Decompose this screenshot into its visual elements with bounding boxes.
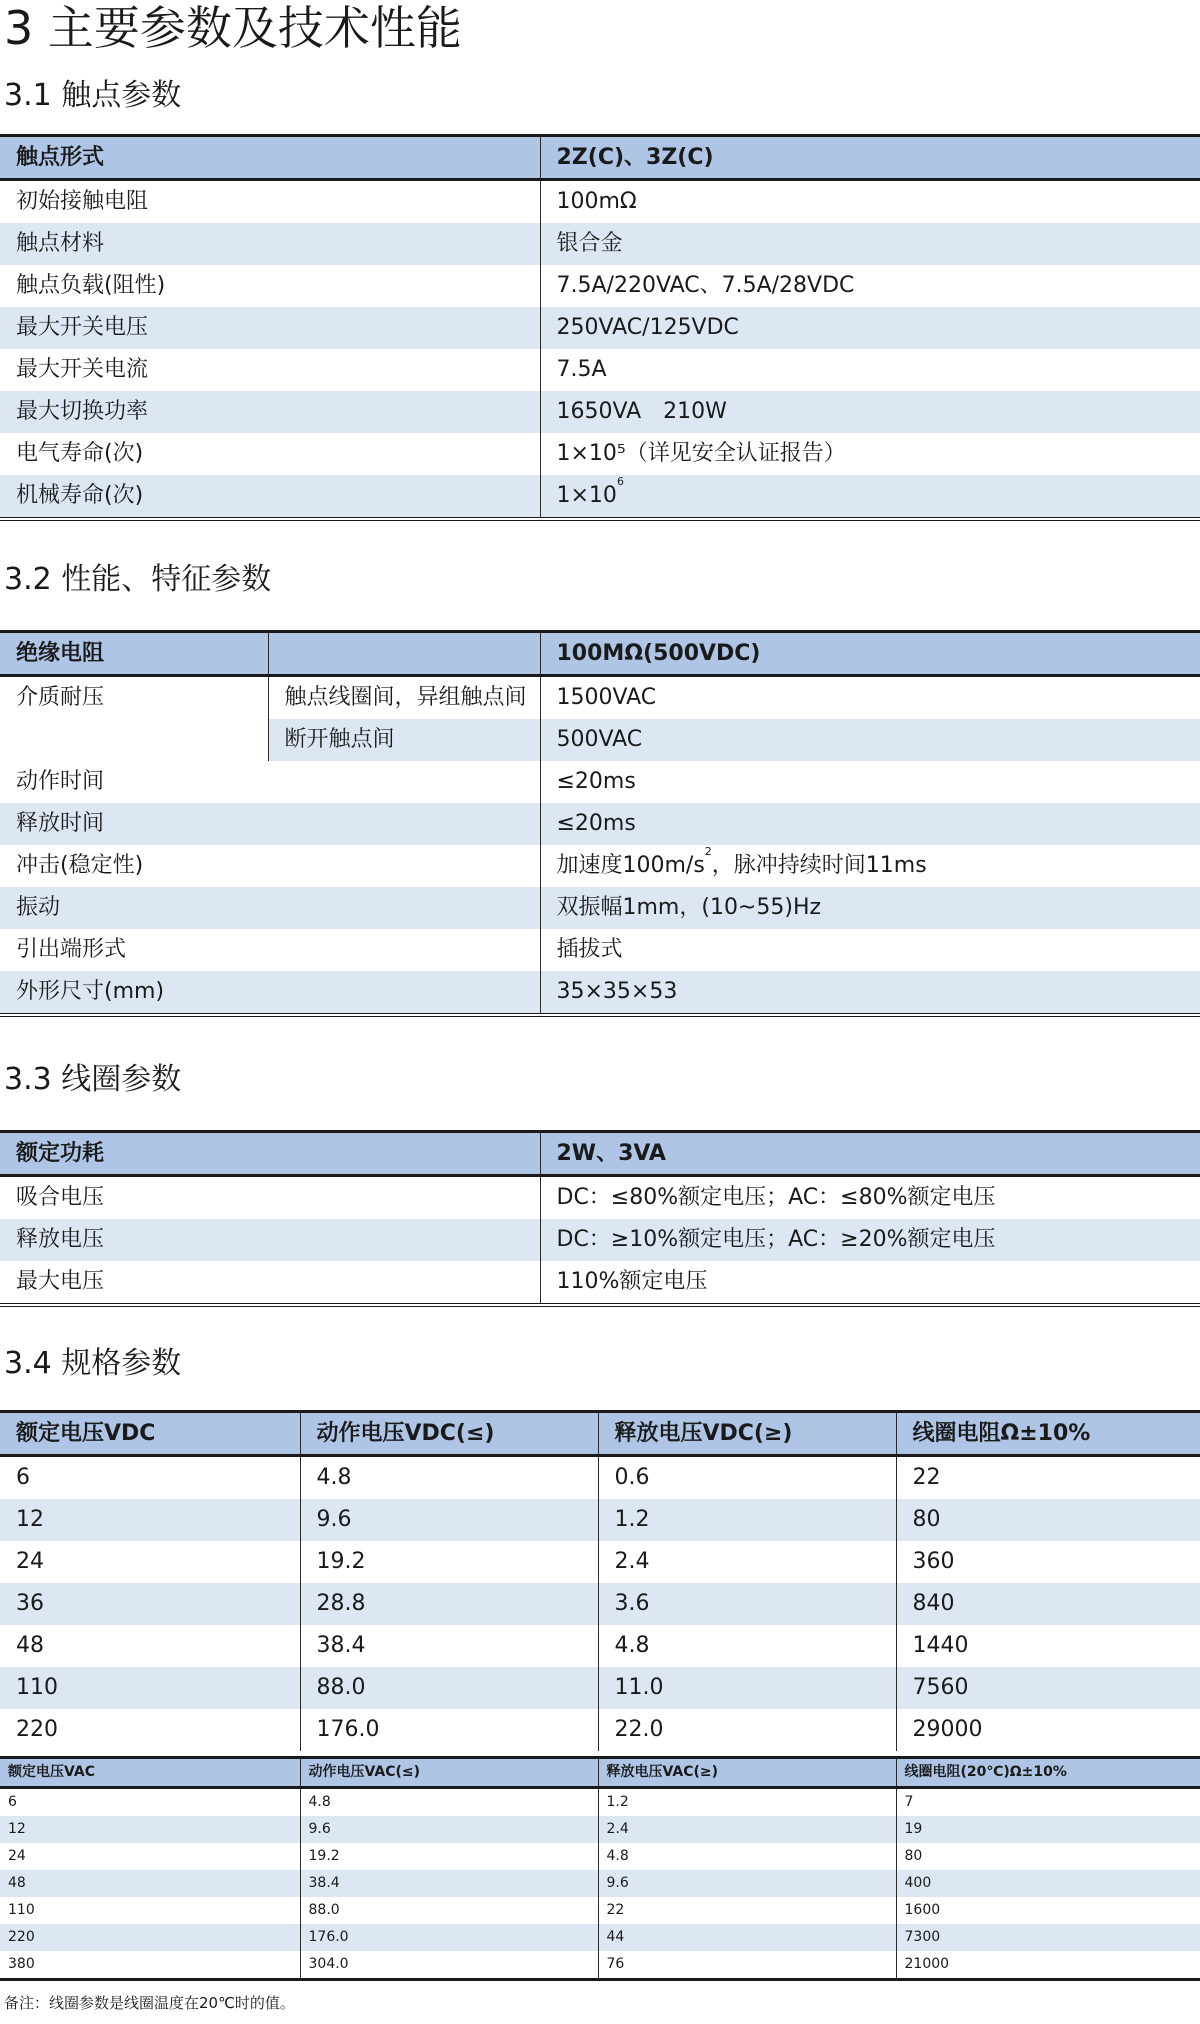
table-cell: 36 xyxy=(0,1583,300,1625)
row-value: 1650VA 210W xyxy=(540,391,1200,433)
table-row xyxy=(0,1176,1200,1220)
table-row xyxy=(0,475,1200,519)
header-cell xyxy=(268,632,540,676)
ac-specs-table xyxy=(0,1756,1200,1981)
header-cell: 额定电压VAC xyxy=(0,1758,300,1788)
table-cell: 176.0 xyxy=(300,1924,598,1951)
section-heading-performance: 3.2 性能、特征参数 xyxy=(4,562,272,597)
row-label: 介质耐压 xyxy=(16,685,105,710)
table-cell: 220 xyxy=(0,1924,300,1951)
table-cell: 1.2 xyxy=(598,1499,896,1541)
table-cell: 22.0 xyxy=(598,1709,896,1751)
table-cell: 29000 xyxy=(896,1709,1200,1751)
table-cell: 19.2 xyxy=(300,1843,598,1870)
table-cell: 80 xyxy=(896,1843,1200,1870)
table-cell: 110 xyxy=(0,1667,300,1709)
table-cell: 19.2 xyxy=(300,1541,598,1583)
table-row xyxy=(0,223,1200,265)
table-row xyxy=(0,761,1200,803)
row-sublabel: 断开触点间 xyxy=(268,719,540,761)
table-row xyxy=(0,1625,1200,1667)
row-label: 机械寿命(次) xyxy=(0,475,540,519)
table-row xyxy=(0,391,1200,433)
row-label: 最大开关电流 xyxy=(16,357,149,382)
table-cell: 4.8 xyxy=(300,1788,598,1817)
table-row xyxy=(0,307,1200,349)
header-cell: 线圈电阻(20℃)Ω±10% xyxy=(896,1758,1200,1788)
table-cell: 44 xyxy=(598,1924,896,1951)
page-title: 3 主要参数及技术性能 xyxy=(4,1,462,55)
table-cell: 1.2 xyxy=(598,1788,896,1817)
row-value: 110%额定电压 xyxy=(540,1261,1200,1305)
row-value: 银合金 xyxy=(540,223,1200,265)
coil-params-table xyxy=(0,1130,1200,1307)
table-cell: 3.6 xyxy=(598,1583,896,1625)
table-row xyxy=(0,887,1200,929)
footnote: 备注：线圈参数是线圈温度在20℃时的值。 xyxy=(4,1994,295,2012)
header-cell: 额定电压VDC xyxy=(0,1412,300,1456)
row-value xyxy=(540,845,1200,887)
header-cell: 绝缘电阻 xyxy=(0,632,268,676)
table-cell: 2.4 xyxy=(598,1816,896,1843)
table-cell: 9.6 xyxy=(300,1499,598,1541)
table-row xyxy=(0,1456,1200,1500)
table-row xyxy=(0,1219,1200,1261)
table-header-row xyxy=(0,632,1200,676)
row-label: 触点材料 xyxy=(0,223,540,265)
value-text: 1×10 xyxy=(556,483,617,508)
contact-params-table xyxy=(0,134,1200,521)
table-row xyxy=(0,1667,1200,1709)
section-heading-coil: 3.3 线圈参数 xyxy=(4,1062,182,1097)
table-row xyxy=(0,349,1200,391)
row-label: 振动 xyxy=(0,887,540,929)
row-value: 7.5A xyxy=(540,349,1200,391)
table-row xyxy=(0,971,1200,1015)
row-value: 500VAC xyxy=(540,719,1200,761)
table-row xyxy=(0,803,1200,845)
row-label: 最大电压 xyxy=(0,1261,540,1305)
table-cell: 48 xyxy=(16,1633,44,1658)
table-row xyxy=(0,719,1200,761)
table-cell: 22 xyxy=(896,1456,1200,1500)
row-label: 电气寿命(次) xyxy=(16,441,144,466)
header-cell: 100MΩ(500VDC) xyxy=(540,632,1200,676)
table-cell: 88.0 xyxy=(300,1897,598,1924)
header-cell: 释放电压VDC(≥) xyxy=(598,1412,896,1456)
table-cell: 4.8 xyxy=(598,1625,896,1667)
row-label: 触点负载(阻性) xyxy=(16,273,166,298)
row-label xyxy=(0,719,268,761)
row-label: 吸合电压 xyxy=(16,1185,105,1210)
row-label: 释放电压 xyxy=(0,1219,540,1261)
table-row xyxy=(0,1499,1200,1541)
row-value: DC：≤80%额定电压；AC：≤80%额定电压 xyxy=(540,1176,1200,1220)
table-row xyxy=(0,676,1200,720)
table-row xyxy=(0,1709,1200,1751)
row-sublabel: 触点线圈间，异组触点间 xyxy=(268,676,540,720)
row-value: 1500VAC xyxy=(540,676,1200,720)
row-label: 外形尺寸(mm) xyxy=(0,971,540,1015)
row-value: 1×10⁵（详见安全认证报告） xyxy=(540,433,1200,475)
header-cell: 动作电压VAC(≤) xyxy=(300,1758,598,1788)
value-text: 加速度100m/s xyxy=(556,853,705,878)
value-text: ，脉冲持续时间11ms xyxy=(711,853,927,878)
table-row xyxy=(0,929,1200,971)
header-cell: 动作电压VDC(≤) xyxy=(300,1412,598,1456)
table-cell: 176.0 xyxy=(300,1709,598,1751)
header-cell: 触点形式 xyxy=(0,136,540,180)
table-row xyxy=(0,1788,1200,1817)
table-row xyxy=(0,1816,1200,1843)
table-row xyxy=(0,1541,1200,1583)
table-cell: 9.6 xyxy=(300,1816,598,1843)
table-row xyxy=(0,1583,1200,1625)
table-cell: 7560 xyxy=(896,1667,1200,1709)
table-cell: 6 xyxy=(16,1465,30,1490)
row-label: 冲击(稳定性) xyxy=(16,853,144,878)
table-cell: 21000 xyxy=(896,1951,1200,1980)
table-row xyxy=(0,1843,1200,1870)
row-value: 35×35×53 xyxy=(540,971,1200,1015)
table-cell: 1440 xyxy=(896,1625,1200,1667)
performance-params-table xyxy=(0,630,1200,1017)
table-cell: 12 xyxy=(0,1816,300,1843)
table-cell: 304.0 xyxy=(300,1951,598,1980)
table-cell: 24 xyxy=(16,1549,44,1574)
table-cell: 80 xyxy=(896,1499,1200,1541)
table-row xyxy=(0,1897,1200,1924)
table-cell: 7300 xyxy=(896,1924,1200,1951)
header-cell: 额定功耗 xyxy=(0,1132,540,1176)
table-row xyxy=(0,845,1200,887)
row-value: 100mΩ xyxy=(540,180,1200,224)
table-row xyxy=(0,1870,1200,1897)
table-cell: 0.6 xyxy=(598,1456,896,1500)
table-row xyxy=(0,433,1200,475)
table-cell: 22 xyxy=(598,1897,896,1924)
dc-specs-table xyxy=(0,1410,1200,1751)
table-cell: 48 xyxy=(0,1870,300,1897)
table-cell: 4.8 xyxy=(598,1843,896,1870)
row-label: 引出端形式 xyxy=(16,937,127,962)
table-cell: 88.0 xyxy=(300,1667,598,1709)
table-cell: 2.4 xyxy=(598,1541,896,1583)
table-cell: 76 xyxy=(598,1951,896,1980)
row-value: 插拔式 xyxy=(540,929,1200,971)
row-value: ≤20ms xyxy=(540,803,1200,845)
superscript: 2 xyxy=(704,845,712,858)
table-cell: 400 xyxy=(896,1870,1200,1897)
row-label: 动作时间 xyxy=(16,769,105,794)
table-cell: 6 xyxy=(8,1794,17,1810)
row-value: 双振幅1mm，(10~55)Hz xyxy=(540,887,1200,929)
row-label: 释放时间 xyxy=(0,803,540,845)
row-value: DC：≥10%额定电压；AC：≥20%额定电压 xyxy=(540,1219,1200,1261)
table-cell: 7 xyxy=(896,1788,1200,1817)
table-cell: 220 xyxy=(16,1717,58,1742)
table-header-row xyxy=(0,1412,1200,1456)
row-value xyxy=(540,475,1200,519)
table-cell: 28.8 xyxy=(300,1583,598,1625)
table-row xyxy=(0,1261,1200,1305)
table-cell: 360 xyxy=(896,1541,1200,1583)
table-row xyxy=(0,265,1200,307)
table-row xyxy=(0,1924,1200,1951)
table-cell: 38.4 xyxy=(300,1870,598,1897)
table-cell: 11.0 xyxy=(598,1667,896,1709)
table-cell: 380 xyxy=(0,1951,300,1980)
header-cell: 线圈电阻Ω±10% xyxy=(896,1412,1200,1456)
table-cell: 9.6 xyxy=(598,1870,896,1897)
table-cell: 110 xyxy=(8,1902,35,1918)
superscript: 6 xyxy=(616,475,624,488)
table-header-row xyxy=(0,1758,1200,1788)
section-heading-contact: 3.1 触点参数 xyxy=(4,78,182,113)
table-row xyxy=(0,1951,1200,1980)
row-value: 7.5A/220VAC、7.5A/28VDC xyxy=(540,265,1200,307)
table-cell: 4.8 xyxy=(300,1456,598,1500)
row-label: 初始接触电阻 xyxy=(16,189,149,214)
table-header-row xyxy=(0,136,1200,180)
header-cell: 2Z(C)、3Z(C) xyxy=(540,136,1200,180)
table-cell: 1600 xyxy=(896,1897,1200,1924)
table-cell: 840 xyxy=(896,1583,1200,1625)
table-cell: 12 xyxy=(0,1499,300,1541)
row-label: 最大切换功率 xyxy=(0,391,540,433)
header-cell: 释放电压VAC(≥) xyxy=(598,1758,896,1788)
row-value: ≤20ms xyxy=(540,761,1200,803)
table-header-row xyxy=(0,1132,1200,1176)
table-cell: 38.4 xyxy=(300,1625,598,1667)
table-row xyxy=(0,180,1200,224)
section-heading-specs: 3.4 规格参数 xyxy=(4,1346,182,1381)
table-cell: 19 xyxy=(896,1816,1200,1843)
row-label: 最大开关电压 xyxy=(0,307,540,349)
row-value: 250VAC/125VDC xyxy=(540,307,1200,349)
table-cell: 24 xyxy=(8,1848,26,1864)
header-cell: 2W、3VA xyxy=(540,1132,1200,1176)
